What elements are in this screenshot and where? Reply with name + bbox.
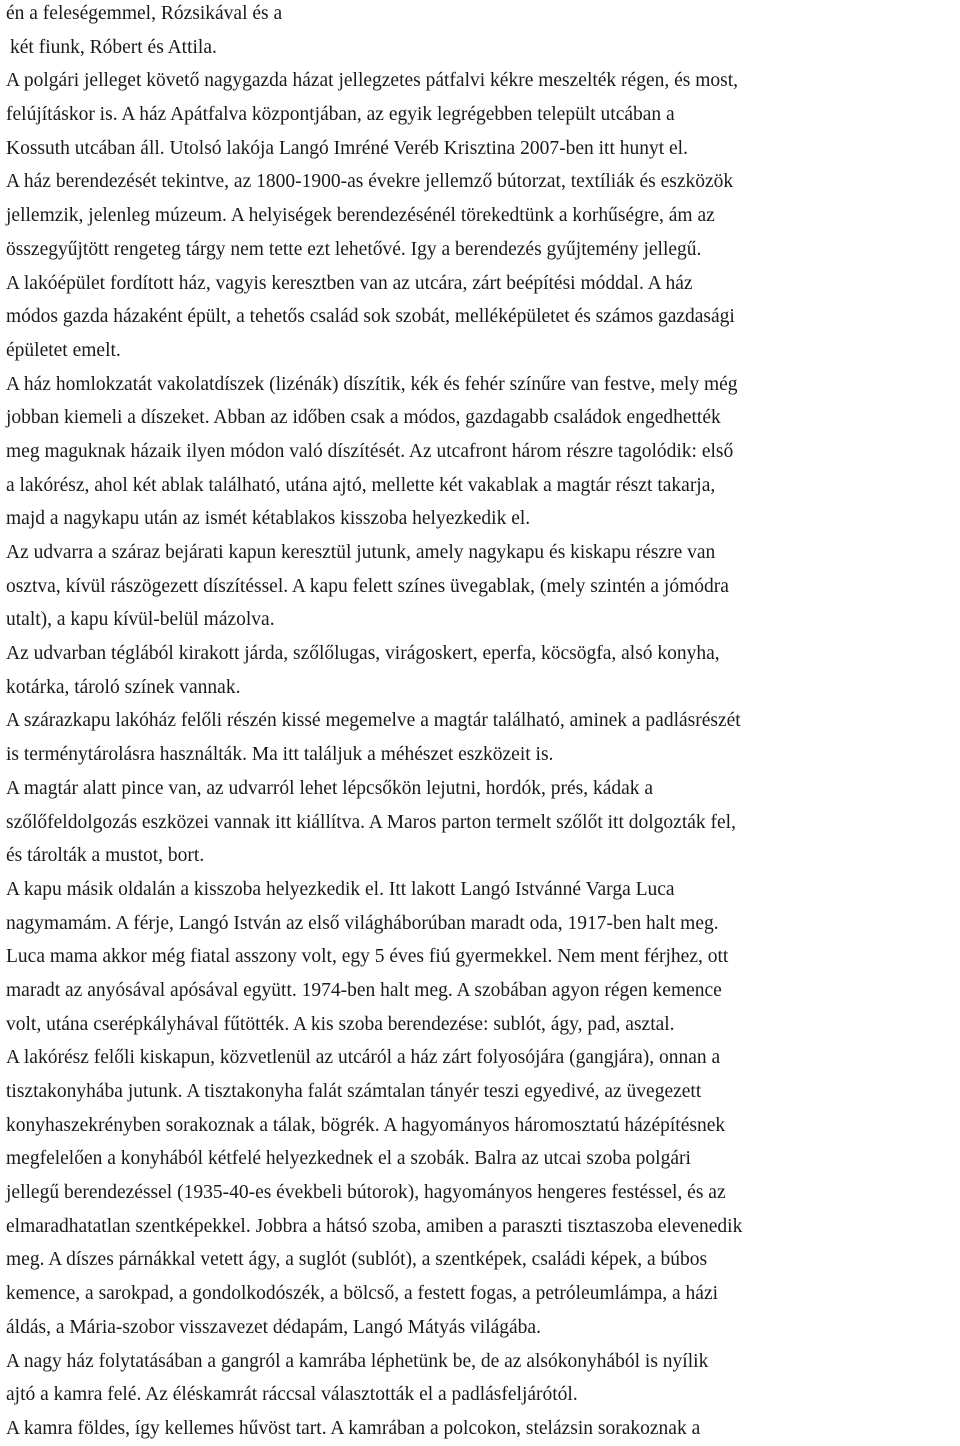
text-line: utalt), a kapu kívül-belül mázolva. <box>6 609 275 631</box>
text-line: is terménytárolásra használták. Ma itt találjuk a méhészet eszközeit is. <box>6 744 554 766</box>
document-page <box>6 0 960 1446</box>
text-line: jellegű berendezéssel (1935-40-es évekbeli bútorok), hagyományos hengeres festéssel, és az <box>6 1182 726 1204</box>
text-line: összegyűjtött rengeteg tárgy nem tette ezt lehetővé. Igy a berendezés gyűjtemény jellegű. <box>6 238 702 260</box>
text-line: maradt az anyósával apósával együtt. 1974-ben halt meg. A szobában agyon régen kemence <box>6 979 722 1001</box>
text-line: volt, utána cserépkályhával fűtötték. A kis szoba berendezése: sublót, ágy, pad, asztal. <box>6 1013 675 1035</box>
text-line: A kapu másik oldalán a kisszoba helyezkedik el. Itt lakott Langó Istvánné Varga Luca <box>6 878 675 900</box>
text-line: épületet emelt. <box>6 339 121 361</box>
text-line: Az udvarra a száraz bejárati kapun keresztül jutunk, amely nagykapu és kiskapu részre van <box>6 542 716 563</box>
text-line: nagymamám. A férje, Langó István az első világháborúban maradt oda, 1917-ben halt meg. <box>6 912 719 934</box>
text-line: jobban kiemeli a díszeket. Abban az időben csak a módos, gazdagabb családok engedhették <box>6 407 721 429</box>
text-line: és tárolták a mustot, bort. <box>6 845 205 867</box>
text-line: A polgári jelleget követő nagygazda házat jellegzetes pátfalvi kékre meszelték régen, és most, <box>6 70 739 92</box>
text-line: A kamra földes, így kellemes hűvöst tart. A kamrában a polcokon, stelázsin sorakoznak a <box>6 1417 701 1439</box>
text-line: tisztakonyhába jutunk. A tisztakonyha falát számtalan tányér teszi egyedivé, az üvegezett <box>6 1081 702 1102</box>
text-line: áldás, a Mária-szobor visszavezet dédapám, Langó Mátyás világába. <box>6 1316 541 1338</box>
text-line: A ház homlokzatát vakolatdíszek (lizénák) díszítik, kék és fehér színűre van festve, mely még <box>6 373 738 395</box>
text-line: Luca mama akkor még fiatal asszony volt, egy 5 éves fiú gyermekkel. Nem ment férjhez, ott <box>6 946 729 968</box>
text-line: szőlőfeldolgozás eszközei vannak itt kiállítva. A Maros parton termelt szőlőt itt dolgozták fel, <box>6 811 736 833</box>
text-line: meg maguknak házaik ilyen módon való díszítését. Az utcafront három részre tagolódik: első <box>6 440 734 462</box>
text-line: megfelelően a konyhából kétfelé helyezkednek el a szobák. Balra az utcai szoba polgári <box>6 1148 691 1170</box>
text-line: A nagy ház folytatásában a gangról a kamrába léphetünk be, de az alsókonyhából is nyílik <box>6 1350 709 1372</box>
text-line: két fiunk, Róbert és Attila. <box>10 36 217 58</box>
text-line: Kossuth utcában áll. Utolsó lakója Langó Imréné Veréb Krisztina 2007-ben itt hunyt el. <box>6 137 688 159</box>
text-line: Az udvarban téglából kirakott járda, szőlőlugas, virágoskert, eperfa, köcsögfa, alsó konyha, <box>6 643 720 665</box>
text-line: majd a nagykapu után az ismét kétablakos kisszoba helyezkedik el. <box>6 508 531 530</box>
text-line: ajtó a kamra felé. Az éléskamrát ráccsal választották el a padlásfeljárótól. <box>6 1384 578 1406</box>
text-line: A ház berendezését tekintve, az 1800-1900-as évekre jellemző bútorzat, textíliák és eszközök <box>6 171 734 193</box>
text-line: jellemzik, jelenleg múzeum. A helyiségek berendezésénél törekedtünk a korhűségre, ám az <box>6 205 715 227</box>
text-line: A magtár alatt pince van, az udvarról lehet lépcsőkön lejutni, hordók, prés, kádak a <box>6 777 654 799</box>
text-line: a lakórész, ahol két ablak található, utána ajtó, mellette két vakablak a magtár részt takarja, <box>6 474 716 496</box>
text-line: konyhaszekrényben sorakoznak a tálak, bögrék. A hagyományos háromosztatú házépítésnek <box>6 1114 726 1136</box>
text-line: A lakórész felőli kiskapun, közvetlenül az utcáról a ház zárt folyosójára (gangjára), onnan a <box>6 1047 721 1069</box>
text-line: módos gazda házaként épült, a tehetős család sok szobát, melléképületet és számos gazdasági <box>6 306 735 328</box>
text-line: én a feleségemmel, Rózsikával és a <box>6 3 283 24</box>
text-line: elmaradhatatlan szentképekkel. Jobbra a hátsó szoba, amiben a paraszti tisztaszoba elevenedik <box>6 1215 743 1237</box>
text-line: meg. A díszes párnákkal vetett ágy, a suglót (sublót), a szentképek, családi képek, a búbos <box>6 1249 708 1271</box>
text-line: A lakóépület fordított ház, vagyis keresztben van az utcára, zárt beépítési móddal. A ház <box>6 272 693 294</box>
text-line: kotárka, tároló színek vannak. <box>6 676 241 698</box>
text-line: A szárazkapu lakóház felőli részén kissé megemelve a magtár található, aminek a padlásrészét <box>6 710 741 732</box>
text-line: osztva, kívül rászögezett díszítéssel. A kapu felett színes üvegablak, (mely szintén a jómódra <box>6 575 729 597</box>
text-line: kemence, a sarokpad, a gondolkodószék, a bölcső, a festett fogas, a petróleumlámpa, a házi <box>6 1283 719 1305</box>
text-line: felújításkor is. A ház Apátfalva központjában, az egyik legrégebben települt utcában a <box>6 104 675 126</box>
